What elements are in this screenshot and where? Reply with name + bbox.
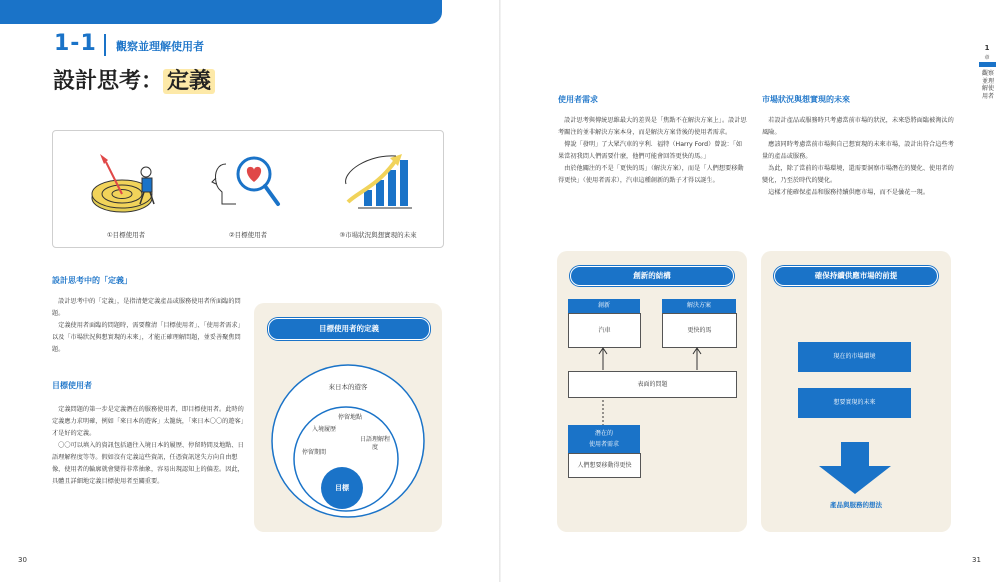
paragraph: 定義使用者面臨的問題時，需要釐清「目標使用者」、「使用者需求」以及「市場狀況與想實現的未來」，才能正確理解問題，並妥善聚焦問題。 — [52, 322, 244, 353]
target-outer-label: 來日本的遊客 — [328, 383, 368, 391]
target-label-japanese-level: 日語理解程度 — [360, 436, 391, 451]
target-center-label: 目標 — [335, 484, 349, 492]
section-heading-target-user: 目標使用者 — [52, 381, 92, 390]
dartboard-person-icon — [86, 142, 166, 222]
market-diagram-title: 確保持續供應市場的前提 — [774, 266, 938, 286]
latent-need-header: 潛在的 使用者需求 — [568, 425, 640, 453]
paragraph: 這樣才能確保產品和服務持續供應市場，而不是曇花一現。 — [762, 189, 930, 196]
paragraph: 應該同時考慮當前市場與自己想實現的未來市場，設計出符合這些考量的產品或服務。 — [762, 141, 954, 160]
section-heading-market: 市場狀況與想實現的未來 — [762, 95, 850, 104]
page-number-left: 30 — [18, 556, 27, 564]
chapter-number: 1-1 — [54, 31, 97, 56]
side-tab-marker — [979, 62, 996, 67]
side-tab-chapter: 1 — [984, 44, 990, 52]
latent-need-value: 人們想要移動得更快 — [568, 453, 641, 478]
page-number-right: 31 — [972, 556, 981, 564]
current-market-box: 現在的市場環境 — [798, 342, 911, 372]
illustration-caption-3: ③市場狀況與想實現的未來 — [339, 231, 417, 239]
section-body-user-needs — [558, 115, 748, 187]
product-idea-label: 產品與服務的想法 — [830, 501, 882, 509]
growth-chart-icon — [338, 142, 418, 222]
title-prefix: 設計思考： — [53, 69, 164, 94]
side-tab-label: 觀察並理解使用者 — [982, 70, 995, 100]
top-color-bar — [0, 0, 442, 24]
surface-problem-box: 表面的問題 — [568, 371, 737, 398]
target-label-entry-history: 入境履歷 — [312, 426, 337, 433]
paragraph: 為此，除了當前的市場環境，還需要洞察市場潛在的變化、使用者的變化，乃至於時代的變化。 — [762, 165, 954, 184]
innovation-value-car: 汽車 — [568, 313, 641, 348]
target-circles — [268, 345, 428, 525]
paragraph: 傳說「發明」了大眾汽車的亨利．福特（Harry Ford）曾說：「如果當初我問人們需要什麼，他們可能會回答更快的馬。」 — [558, 141, 743, 160]
paragraph: 定義問題的第一步是定義潛在的服務使用者，即目標使用者。此時的定義應力求明確，例如「來日本的遊客」太籠統，「來日本〇〇的遊客」才是好的定義。 — [52, 406, 244, 437]
section-heading-define: 設計思考中的「定義」 — [52, 276, 132, 285]
section-body-define — [52, 296, 244, 356]
chapter-title: 觀察並理解使用者 — [116, 40, 204, 53]
paragraph: 設計思考與傳統思維最大的差異是「焦點不在解決方案上」。設計思考關注的並非解決方案本身，而是解決方案背後的使用者需求。 — [558, 117, 747, 136]
chapter-divider — [104, 34, 106, 56]
paragraph: 設計思考中的「定義」，是指清楚定義產品或服務使用者所面臨的問題。 — [52, 298, 241, 317]
innovation-diagram-title: 創新的結構 — [570, 266, 734, 286]
target-label-stay-place: 停留地點 — [338, 414, 363, 421]
down-arrow-icon — [815, 442, 895, 494]
solution-value-faster-horse: 更快的馬 — [662, 313, 737, 348]
target-diagram-title: 目標使用者的定義 — [268, 318, 430, 340]
page-fold — [499, 0, 501, 582]
target-label-stay-period: 停留期間 — [302, 449, 327, 456]
side-tab-unit: 章 — [984, 55, 990, 61]
section-body-target-user — [52, 404, 244, 488]
desired-future-box: 想要實現的未來 — [798, 388, 911, 418]
innovation-header: 創新 — [568, 299, 640, 313]
page-title — [53, 64, 215, 95]
section-heading-user-needs: 使用者需求 — [558, 95, 598, 104]
paragraph: 〇〇可以填入的資訊包括過往入境日本的履歷、停留時間及地點、日語理解程度等等。假如沒有定義這些資訊，任憑資訊迷失方向自由想像，使用者的輪廓就會變得非常抽象，容易出現認知上的偏差。因此，具體且詳細地定義目標使用者至關重要。 — [52, 442, 244, 485]
solution-header: 解決方案 — [662, 299, 736, 313]
illustration-caption-2: ②目標使用者 — [228, 231, 268, 239]
magnifier-heart-icon — [208, 142, 288, 222]
section-body-market — [762, 115, 954, 199]
illustration-caption-1: ①目標使用者 — [106, 231, 146, 239]
paragraph: 若設計產品或服務時只考慮當前市場的狀況，未來恐將面臨被淘汰的風險。 — [762, 117, 954, 136]
paragraph: 由於他關注的不是「更快的馬」（解決方案），而是「人們想要移動得更快」（使用者需求），汽車這種創新的點子才得以誕生。 — [558, 165, 744, 184]
title-highlight: 定義 — [163, 69, 215, 94]
